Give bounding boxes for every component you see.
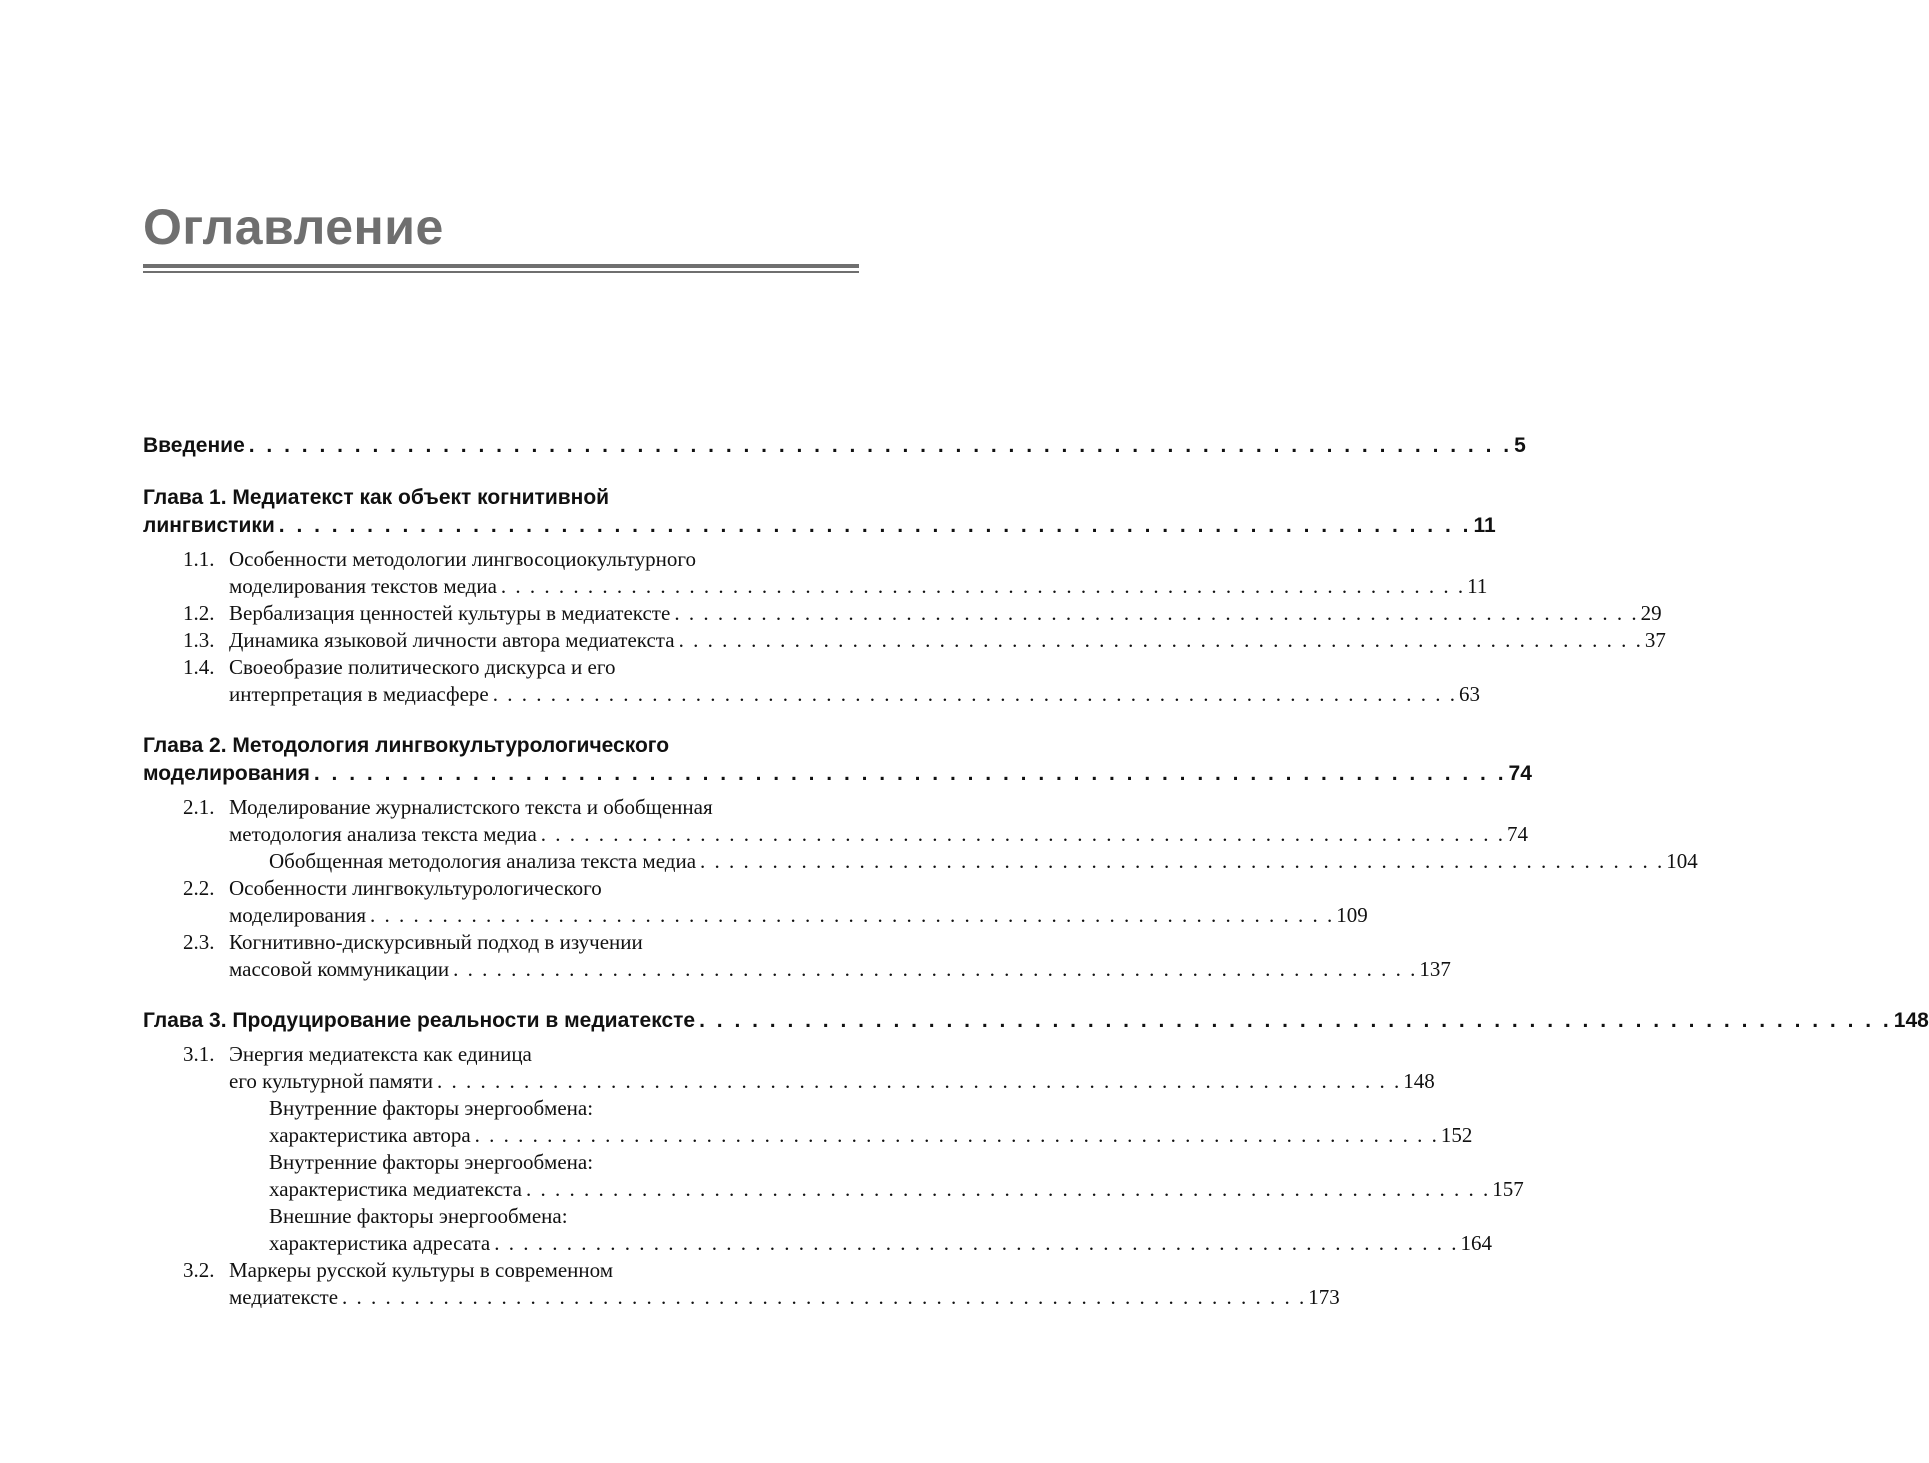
dot-leader: . . . . . . . . . . . . . . . . . . . . . . . . . . . . . . . . . . . . . . . . . . . . . . . . . . . . . . . . . . . . . . . . . . . . . . . . <box>248 434 1513 457</box>
toc-page-number: 74 <box>1508 762 1532 785</box>
section-title-last-line <box>229 681 1480 708</box>
dot-leader: . . . . . . . . . . . . . . . . . . . . . . . . . . . . . . . . . . . . . . . . . . . . . . . . . . . . . . . . . . . . . . . . . . . <box>700 849 1665 873</box>
section-number: 1.2. <box>183 601 215 625</box>
chapter-title-line: лингвистики <box>143 514 275 537</box>
section-title-line: Обобщенная методология анализа текста медиа <box>269 849 697 873</box>
toc-page-number: 148 <box>1403 1069 1435 1093</box>
section-title-line: моделирования <box>229 903 367 927</box>
dot-leader: . . . . . . . . . . . . . . . . . . . . . . . . . . . . . . . . . . . . . . . . . . . . . . . . . . . . . . . . . . . . . . . . . . . . <box>699 1009 1892 1032</box>
toc-page-number: 63 <box>1459 682 1480 706</box>
toc-entry-label: Введение <box>143 434 245 457</box>
chapter-title-last-line <box>143 760 1532 788</box>
dot-leader: . . . . . . . . . . . . . . . . . . . . . . . . . . . . . . . . . . . . . . . . . . . . . . . . . . . . . . . . . . . . . . . . . . . <box>674 601 1639 625</box>
chapter-title-line: моделирования <box>143 762 310 785</box>
table-of-contents <box>143 432 1929 1311</box>
toc-page-number: 109 <box>1336 903 1368 927</box>
toc-chapter-3[interactable] <box>143 1007 1929 1035</box>
section-title-line: Моделирование журналистского текста и обобщенная <box>229 795 713 819</box>
section-title-line: интерпретация в медиасфере <box>229 682 489 706</box>
toc-page-number: 164 <box>1460 1231 1492 1255</box>
dot-leader: . . . . . . . . . . . . . . . . . . . . . . . . . . . . . . . . . . . . . . . . . . . . . . . . . . . . . . . . . . . . . . . . . . . <box>494 1231 1459 1255</box>
section-title-last-line <box>229 627 1666 654</box>
section-title-last-line <box>229 573 1488 600</box>
section-title-line: Внешние факторы энергообмена: <box>269 1204 568 1228</box>
page-title: Оглавление <box>143 199 444 255</box>
toc-page-number: 37 <box>1644 628 1666 652</box>
section-number: 1.3. <box>183 628 215 652</box>
toc-page-number: 173 <box>1308 1285 1340 1309</box>
section-number: 1.4. <box>183 655 215 679</box>
section-title-line: Вербализация ценностей культуры в медиатексте <box>229 601 671 625</box>
toc-section-2-1[interactable] <box>143 794 1529 848</box>
toc-page-number: 11 <box>1467 574 1488 598</box>
toc-section-1-3[interactable] <box>143 627 1666 654</box>
toc-section-2-3[interactable] <box>143 929 1451 983</box>
toc-page-number: 137 <box>1419 957 1451 981</box>
section-title-last-line <box>269 1122 1473 1149</box>
toc-subsection-3-1-c[interactable] <box>143 1203 1492 1257</box>
toc-section-2-2[interactable] <box>143 875 1368 929</box>
toc-page-number: 5 <box>1514 434 1526 457</box>
dot-leader: . . . . . . . . . . . . . . . . . . . . . . . . . . . . . . . . . . . . . . . . . . . . . . . . . . . . . . . . . . . . . . . . . . . <box>474 1123 1439 1147</box>
section-title-line: Когнитивно-дискурсивный подход в изучении <box>229 930 643 954</box>
section-title-line: Своеобразие политического дискурса и его <box>229 655 616 679</box>
section-title-line: Особенности лингвокультурологического <box>229 876 602 900</box>
section-number: 3.1. <box>183 1042 215 1066</box>
dot-leader: . . . . . . . . . . . . . . . . . . . . . . . . . . . . . . . . . . . . . . . . . . . . . . . . . . . . . . . . . . . . . . . . . . . . <box>313 762 1507 785</box>
chapter-title-last-line <box>143 1007 1929 1035</box>
section-number: 1.1. <box>183 547 215 571</box>
toc-page-number: 152 <box>1440 1123 1473 1147</box>
section-title-line: Маркеры русской культуры в современном <box>229 1258 614 1282</box>
toc-entry-intro[interactable] <box>143 432 1526 460</box>
dot-leader: . . . . . . . . . . . . . . . . . . . . . . . . . . . . . . . . . . . . . . . . . . . . . . . . . . . . . . . . . . . . . . . . . . . <box>540 822 1506 846</box>
toc-section-1-4[interactable] <box>143 654 1480 708</box>
title-rule-thick <box>143 264 859 268</box>
toc-section-3-1[interactable] <box>143 1041 1435 1095</box>
section-title-last-line <box>269 1230 1492 1257</box>
section-title-last-line <box>229 956 1451 983</box>
section-title-last-line <box>229 902 1368 929</box>
section-title-last-line <box>269 1176 1524 1203</box>
dot-leader: . . . . . . . . . . . . . . . . . . . . . . . . . . . . . . . . . . . . . . . . . . . . . . . . . . . . . . . . . . . . . . . . . . . <box>342 1285 1307 1309</box>
chapter-title-line: Глава 1. Медиатекст как объект когнитивной <box>143 486 610 509</box>
section-title-line: медиатексте <box>229 1285 339 1309</box>
dot-leader: . . . . . . . . . . . . . . . . . . . . . . . . . . . . . . . . . . . . . . . . . . . . . . . . . . . . . . . . . . . . . . . . . . . . <box>278 514 1472 537</box>
section-title-line: Внутренние факторы энергообмена: <box>269 1096 594 1120</box>
section-title-last-line <box>229 1284 1340 1311</box>
toc-page-number: 29 <box>1640 601 1662 625</box>
section-number: 2.1. <box>183 795 215 819</box>
dot-leader: . . . . . . . . . . . . . . . . . . . . . . . . . . . . . . . . . . . . . . . . . . . . . . . . . . . . . . . . . . . . . . . . . . . <box>500 574 1466 598</box>
dot-leader: . . . . . . . . . . . . . . . . . . . . . . . . . . . . . . . . . . . . . . . . . . . . . . . . . . . . . . . . . . . . . . . . . . . <box>492 682 1457 706</box>
toc-subsection-3-1-a[interactable] <box>143 1095 1473 1149</box>
dot-leader: . . . . . . . . . . . . . . . . . . . . . . . . . . . . . . . . . . . . . . . . . . . . . . . . . . . . . . . . . . . . . . . . . . . <box>526 1177 1491 1201</box>
section-title-last-line <box>229 1068 1435 1095</box>
dot-leader: . . . . . . . . . . . . . . . . . . . . . . . . . . . . . . . . . . . . . . . . . . . . . . . . . . . . . . . . . . . . . . . . . . . <box>370 903 1335 927</box>
section-title-line: характеристика автора <box>269 1123 471 1147</box>
section-title-last-line <box>229 821 1529 848</box>
title-rule-thin <box>143 271 859 273</box>
dot-leader: . . . . . . . . . . . . . . . . . . . . . . . . . . . . . . . . . . . . . . . . . . . . . . . . . . . . . . . . . . . . . . . . . . . <box>453 957 1418 981</box>
section-title-line: Энергия медиатекста как единица <box>229 1042 532 1066</box>
section-title-line: его культурной памяти <box>229 1069 433 1093</box>
section-title-line: методология анализа текста медиа <box>229 822 537 846</box>
toc-chapter-1[interactable] <box>143 484 1496 540</box>
toc-section-1-1[interactable] <box>143 546 1488 600</box>
chapter-title-last-line <box>143 512 1496 540</box>
toc-page-number: 148 <box>1893 1009 1929 1032</box>
section-number: 2.3. <box>183 930 215 954</box>
section-title-last-line <box>229 600 1662 627</box>
dot-leader: . . . . . . . . . . . . . . . . . . . . . . . . . . . . . . . . . . . . . . . . . . . . . . . . . . . . . . . . . . . . . . . . . . . <box>436 1069 1402 1093</box>
chapter-title-line: Глава 2. Методология лингвокультурологического <box>143 734 670 757</box>
section-title-line: характеристика медиатекста <box>269 1177 523 1201</box>
toc-page-number: 74 <box>1507 822 1529 846</box>
toc-section-1-2[interactable] <box>143 600 1662 627</box>
dot-leader: . . . . . . . . . . . . . . . . . . . . . . . . . . . . . . . . . . . . . . . . . . . . . . . . . . . . . . . . . . . . . . . . . . . <box>678 628 1643 652</box>
section-title-last-line <box>269 848 1698 875</box>
toc-page-number: 104 <box>1666 849 1698 873</box>
section-number: 3.2. <box>183 1258 215 1282</box>
toc-subsection-3-1-b[interactable] <box>143 1149 1524 1203</box>
toc-page-number: 11 <box>1473 514 1496 537</box>
section-title-line: Внутренние факторы энергообмена: <box>269 1150 594 1174</box>
section-title-line: Особенности методологии лингвосоциокультурного <box>229 547 696 571</box>
toc-page-number: 157 <box>1492 1177 1524 1201</box>
section-title-line: моделирования текстов медиа <box>229 574 497 598</box>
toc-chapter-2[interactable] <box>143 732 1532 788</box>
section-title-line: Динамика языковой личности автора медиатекста <box>229 628 675 652</box>
section-title-line: массовой коммуникации <box>229 957 450 981</box>
chapter-title-line: Глава 3. Продуцирование реальности в медиатексте <box>143 1009 696 1032</box>
section-number: 2.2. <box>183 876 215 900</box>
section-title-line: характеристика адресата <box>269 1231 491 1255</box>
toc-subsection-2-1-a[interactable] <box>143 848 1698 875</box>
toc-section-3-2[interactable] <box>143 1257 1340 1311</box>
